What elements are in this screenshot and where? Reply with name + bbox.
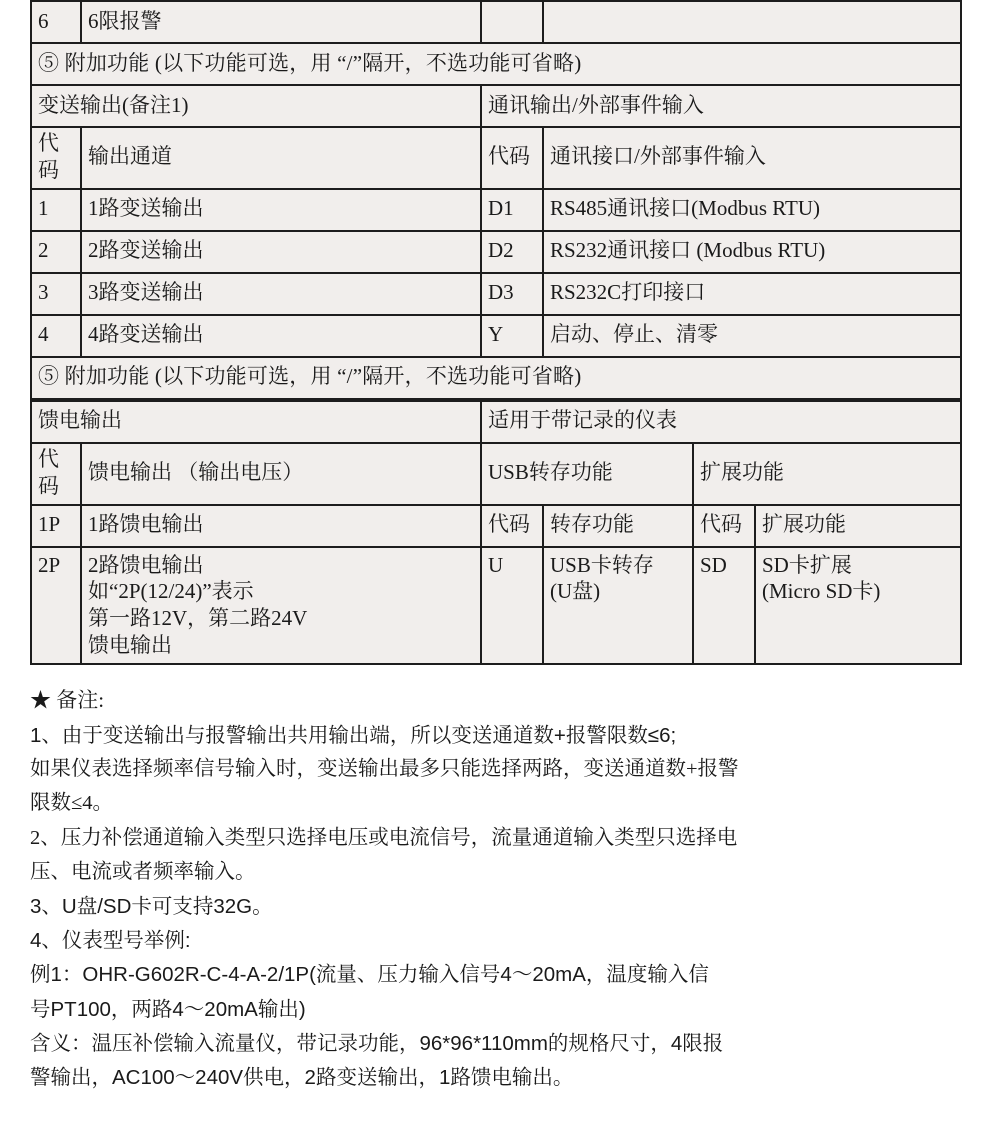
cell-line: USB卡转存 [550,552,654,577]
cell-code: U [481,547,543,665]
note-line: 3、U盘/SD卡可支持32G。 [30,895,273,919]
cell-code: 3 [31,273,81,315]
table-section-header-row [31,43,961,85]
cell-label-multiline [755,547,961,665]
note-line: 警输出，AC100～240V供电，2路变送输出，1路馈电输出。 [30,1066,574,1090]
cell-code: 6 [31,1,81,43]
group1-left-col-code: 代码 [31,127,81,189]
group2-usb-title: USB转存功能 [481,443,693,505]
note-line: 含义：温压补偿输入流量仪，带记录功能，96*96*110mm的规格尺寸，4限报 [30,1031,724,1055]
note-line: 例1：OHR-G602R-C-4-A-2/1P(流量、压力输入信号4～20mA，温度输入信 [30,963,709,987]
note-line: 如果仪表选择频率信号输入时，变送输出最多只能选择两路，变送通道数+报警 [30,758,739,781]
cell-label: 启动、停止、清零 [543,315,961,357]
group1-right-col-code: 代码 [481,127,543,189]
note-line: 号PT100，两路4～20mA输出) [30,997,306,1021]
cell-code: D1 [481,189,543,231]
table-row [31,189,961,231]
cell-label: 2路变送输出 [81,231,481,273]
group2-right-title: 适用于带记录的仪表 [481,401,961,443]
table-row [31,127,961,189]
cell-label: RS485通讯接口(Modbus RTU) [543,189,961,231]
table-row [31,401,961,443]
cell-label: 1路馈电输出 [81,505,481,547]
cell-code: 2 [31,231,81,273]
cell-line: 2路馈电输出 [88,552,204,577]
notes-section [30,683,960,1094]
cell-line: 如“2P(12/24)”表示 [88,579,254,604]
specification-table-feed [30,400,962,665]
cell-code: 2P [31,547,81,665]
group2-usb-col-code: 代码 [481,505,543,547]
cell-line: SD卡扩展 [762,552,852,577]
section-header-1: ⑤ 附加功能 (以下功能可选，用 “/”隔开，不选功能可省略) [31,43,961,85]
table-row [31,547,961,665]
group2-left-col-name: 馈电输出 （输出电压） [81,443,481,505]
group1-right-col-name: 通讯接口/外部事件输入 [543,127,961,189]
group2-ext-col-code: 代码 [693,505,755,547]
section-header-2: ⑤ 附加功能 (以下功能可选，用 “/”隔开，不选功能可省略) [31,357,961,399]
cell-code: D3 [481,273,543,315]
cell-line: (Micro SD卡) [762,579,881,604]
cell-label-multiline [543,547,693,665]
cell-code: SD [693,547,755,665]
specification-table [30,0,962,400]
table-row [31,505,961,547]
table-row [31,273,961,315]
cell-label: RS232通讯接口 (Modbus RTU) [543,231,961,273]
group1-left-col-name: 输出通道 [81,127,481,189]
cell-code: Y [481,315,543,357]
cell-label: RS232C打印接口 [543,273,961,315]
cell-label: 6限报警 [81,1,481,43]
group2-ext-col-name: 扩展功能 [755,505,961,547]
table-row [31,443,961,505]
cell-label: 1路变送输出 [81,189,481,231]
notes-title: ★ 备注: [30,688,105,712]
cell-code: 4 [31,315,81,357]
note-line: 1、由于变送输出与报警输出共用输出端，所以变送通道数+报警限数≤6; [30,724,677,748]
cell-blank [543,1,961,43]
table-row [31,231,961,273]
cell-line: 馈电输出 [88,633,172,658]
table-row [31,1,961,43]
group2-left-col-code: 代码 [31,443,81,505]
cell-line: (U盘) [550,579,601,604]
group2-ext-title: 扩展功能 [693,443,961,505]
table-row [31,315,961,357]
cell-label: 3路变送输出 [81,273,481,315]
cell-blank [481,1,543,43]
group2-usb-col-name: 转存功能 [543,505,693,547]
note-line: 压、电流或者频率输入。 [30,860,256,883]
cell-line: 第一路12V，第二路24V [88,606,308,631]
cell-code: D2 [481,231,543,273]
cell-label-multiline [81,547,481,665]
group1-right-title: 通讯输出/外部事件输入 [481,85,961,127]
cell-code: 1P [31,505,81,547]
group1-left-title: 变送输出(备注1) [31,85,481,127]
group2-left-title: 馈电输出 [31,401,481,443]
note-line: 2、压力补偿通道输入类型只选择电压或电流信号，流量通道输入类型只选择电 [30,826,738,849]
cell-label: 4路变送输出 [81,315,481,357]
note-line: 限数≤4。 [30,792,114,815]
table-section-header-row [31,357,961,399]
note-line: 4、仪表型号举例: [30,929,191,953]
table-row [31,85,961,127]
cell-code: 1 [31,189,81,231]
